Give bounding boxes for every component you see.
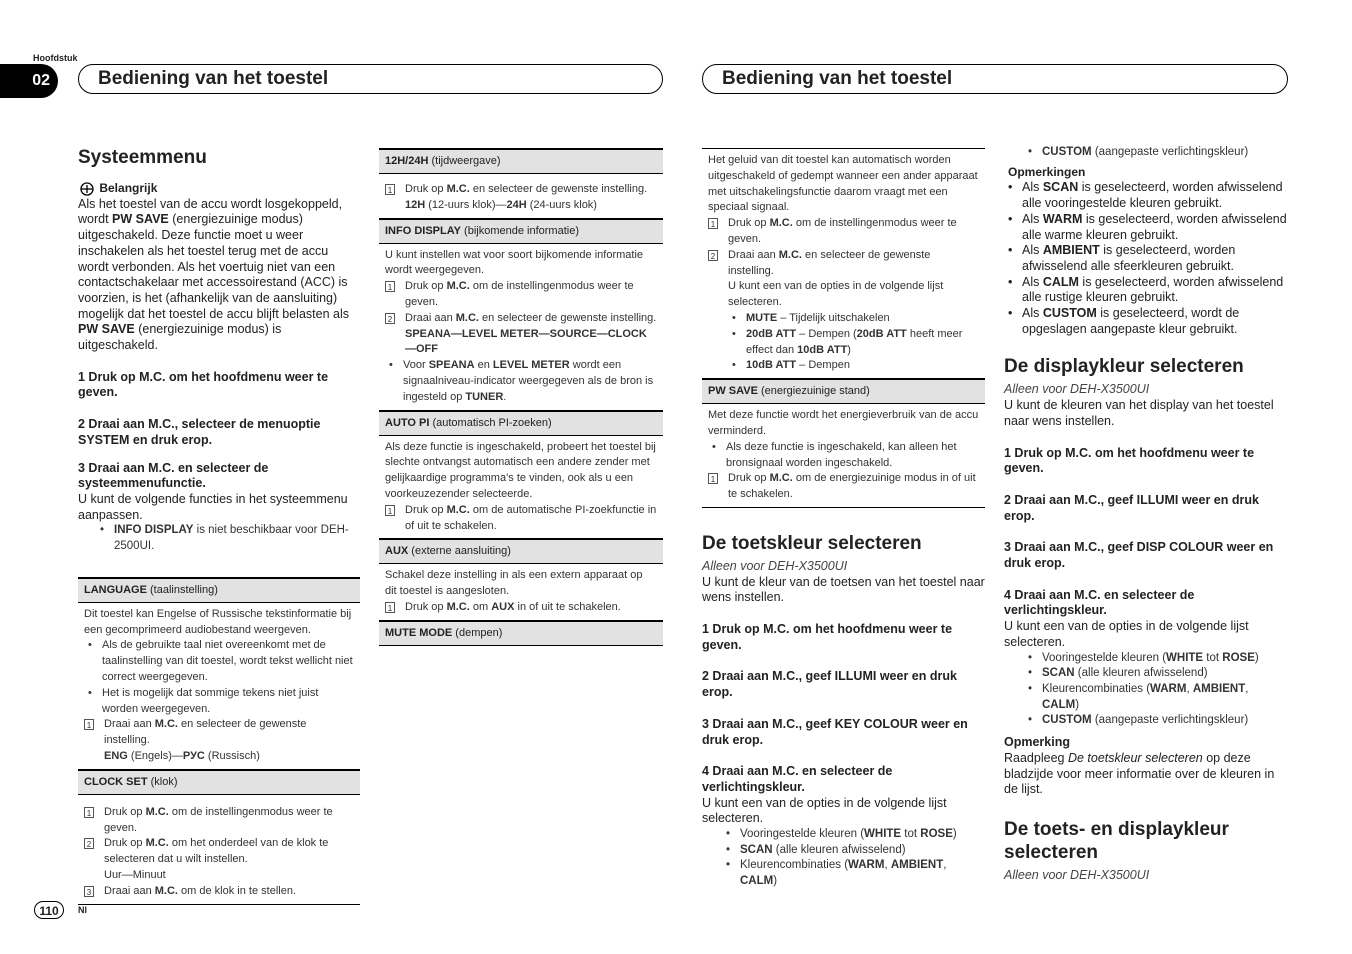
- column-4: [1004, 145, 1288, 884]
- numbered-step: 2 Druk op M.C. om het onderdeel van de klok te selecteren dat u wilt instellen. Uur—Minuut: [84, 836, 354, 883]
- section-heading-displaykleur: De displaykleur selecteren: [1004, 356, 1244, 378]
- step-1: 1 Druk op M.C. om het hoofdmenu weer te geven.: [702, 622, 953, 652]
- list-item: • Als de gebruikte taal niet overeenkomt met de taalinstelling van dit toestel, wordt tekst wellicht niet correct weergegeven.: [84, 638, 354, 685]
- section-heading-toets-en-displaykleur: De toets- en displaykleur selecteren: [1004, 818, 1229, 863]
- step-3-text: U kunt de volgende functies in het systeemmenu aanpassen.: [78, 491, 348, 522]
- step-1: 1 Druk op M.C. om het hoofdmenu weer te geven.: [78, 369, 329, 400]
- section-header-aux: AUX (externe aansluiting): [379, 538, 663, 564]
- column-2: [379, 148, 663, 646]
- list-item: • Als CUSTOM is geselecteerd, wordt de opgeslagen aangepaste kleur gebruikt.: [1004, 306, 1288, 337]
- page-title-left: Bediening van het toestel: [78, 64, 663, 94]
- important-label: Belangrijk: [99, 181, 158, 195]
- page-number: 110: [34, 901, 64, 919]
- section-heading-toetskleur: De toetskleur selecteren: [702, 532, 922, 554]
- model-note: Alleen voor DEH-X3500UI: [702, 558, 848, 573]
- intro-text: U kunt de kleuren van het display van het toestel naar wens instellen.: [1004, 398, 1274, 428]
- step-1: 1 Druk op M.C. om het hoofdmenu weer te geven.: [1004, 445, 1255, 476]
- numbered-step: 1 Druk op M.C. om de instellingenmodus weer te geven.: [708, 216, 979, 248]
- step-2: 2 Draai aan M.C., geef ILLUMI weer en druk erop.: [702, 669, 957, 700]
- numbered-step: 2 Draai aan M.C. en selecteer de gewenste instelling. SPEANA—LEVEL METER—SOURCE—CLOCK—OFF: [385, 311, 657, 358]
- list-item: • INFO DISPLAY is niet beschikbaar voor DEH-2500UI.: [96, 523, 360, 554]
- numbered-step: 1 Druk op M.C. om de instellingenmodus weer te geven.: [385, 279, 657, 311]
- section-header-mute-mode: MUTE MODE (dempen): [379, 620, 663, 646]
- step-2: 2 Draai aan M.C., selecteer de menuoptie SYSTEM en druk erop.: [78, 417, 321, 447]
- list-item: • Als WARM is geselecteerd, worden afwisselend alle warme kleuren gebruikt.: [1004, 212, 1288, 243]
- list-item: • Als AMBIENT is geselecteerd, worden afwisselend alle sfeerkleuren gebruikt.: [1004, 243, 1288, 274]
- step-2: 2 Draai aan M.C., geef ILLUMI weer en druk erop.: [1004, 492, 1259, 523]
- step-4: 4 Draai aan M.C. en selecteer de verlichtingskleur.: [702, 764, 893, 794]
- language-code: Nl: [78, 905, 87, 915]
- step-3: 3 Draai aan M.C. en selecteer de systeemmenufunctie.: [78, 460, 269, 491]
- step-4-text: U kunt een van de opties in de volgende lijst selecteren.: [1004, 619, 1249, 649]
- numbered-step: 1 Druk op M.C. en selecteer de gewenste instelling. 12H (12-uurs klok)—24H (24-uurs klok): [385, 182, 657, 214]
- list-item: • SCAN (alle kleuren afwisselend): [722, 843, 985, 859]
- numbered-step: 1 Druk op M.C. om de energiezuinige modus in of uit te schakelen.: [708, 471, 979, 503]
- section-heading-systeemmenu: Systeemmenu: [78, 147, 207, 168]
- chapter-number-badge: 02: [0, 64, 58, 98]
- list-item: • Als SCAN is geselecteerd, worden afwisselend alle vooringestelde kleuren gebruikt.: [1004, 180, 1288, 211]
- section-header-language: LANGUAGE (taalinstelling): [78, 577, 360, 603]
- section-header-12h24h: 12H/24H (tijdweergave): [379, 148, 663, 174]
- section-body-clock: [78, 795, 360, 905]
- step-4: 4 Draai aan M.C. en selecteer de verlichtingskleur.: [1004, 587, 1195, 618]
- column-3: [702, 148, 985, 890]
- section-header-info-display: INFO DISPLAY (bijkomende informatie): [379, 218, 663, 244]
- list-item: • CUSTOM (aangepaste verlichtingskleur): [1024, 713, 1288, 729]
- section-header-auto-pi: AUTO PI (automatisch PI-zoeken): [379, 410, 663, 436]
- remark-label: Opmerking: [1004, 735, 1070, 750]
- list-item: • Als CALM is geselecteerd, worden afwisselend alle rustige kleuren gebruikt.: [1004, 275, 1288, 306]
- column-1: [78, 140, 360, 905]
- remarks-label: Opmerkingen: [1008, 164, 1086, 179]
- step-4-text: U kunt een van de opties in de volgende lijst selecteren.: [702, 795, 947, 826]
- section-body-mute-mode: Het geluid van dit toestel kan automatisch worden uitgeschakeld of gedempt wanneer een ander apparaat met uitschakelingsfunctie daarom vraagt met een speciaal signaal. 1 Druk op M.C. om de instellingenmodus weer te geven. 2 Draai aan M.C. en selecteer de gewenste instelling. U kunt een van de opties in de volgende lijst selecteren. • MUTE – Tijdelijk uitschakelen • 20dB ATT – Dempen (20dB ATT heeft meer effect dan 10dB ATT) • 10dB ATT – Dempen: [702, 149, 985, 378]
- intro-text: U kunt de kleur van de toetsen van het toestel naar wens instellen.: [702, 574, 985, 605]
- list-item: • Kleurencombinaties (WARM, AMBIENT, CALM): [1024, 682, 1288, 713]
- model-note: Alleen voor DEH-X3500UI: [1004, 382, 1150, 397]
- list-item: • MUTE – Tijdelijk uitschakelen: [728, 311, 979, 327]
- list-item: • Het is mogelijk dat sommige tekens niet juist worden weergegeven.: [84, 686, 354, 718]
- numbered-step: 1 Druk op M.C. om de instellingenmodus weer te geven.: [84, 805, 354, 837]
- step-3: 3 Draai aan M.C., geef KEY COLOUR weer en druk erop.: [702, 716, 968, 747]
- numbered-step: 1 Draai aan M.C. en selecteer de gewenste instelling. ENG (Engels)—РУС (Russisch): [84, 717, 354, 764]
- section-body-aux: Schakel deze instelling in als een extern apparaat op dit toestel is aangesloten. 1 Druk op M.C. om AUX in of uit te schakelen.: [379, 564, 663, 619]
- list-item: • Vooringestelde kleuren (WHITE tot ROSE): [1024, 651, 1288, 667]
- list-item: • 10dB ATT – Dempen: [728, 358, 979, 374]
- important-text: Als het toestel van de accu wordt losgekoppeld, wordt PW SAVE (energiezuinige modus) uitgeschakeld. Deze functie moet u weer inschakelen als het toestel terug met de accu wordt verbonden. Als het voertuig niet van een contactschakelaar met accessoirestand (ACC) is voorzien, is het (afhankelijk van de aansluiting) mogelijk dat het toestel de accu blijft belasten als PW SAVE (energiezuinige modus) is uitgeschakeld.: [78, 196, 349, 353]
- section-body-12h24h: [379, 174, 663, 218]
- page-title-right: Bediening van het toestel: [702, 64, 1288, 94]
- step-3: 3 Draai aan M.C., geef DISP COLOUR weer en druk erop.: [1004, 540, 1274, 571]
- section-body-pw-save: Met deze functie wordt het energieverbruik van de accu verminderd. • Als deze functie is ingeschakeld, kan alleen het bronsignaal worden ingeschakeld. 1 Druk op M.C. om de energiezuinige modus in of uit te schakelen.: [702, 404, 985, 508]
- important-block: [78, 181, 360, 197]
- chapter-label: Hoofdstuk: [33, 53, 78, 63]
- section-header-clock: CLOCK SET (klok): [78, 769, 360, 795]
- list-item: • Voor SPEANA en LEVEL METER wordt een signaalniveau-indicator weergegeven als de bron is ingesteld op TUNER.: [385, 358, 657, 405]
- section-body-auto-pi: Als deze functie is ingeschakeld, probeert het toestel bij slechte ontvangst automatisch een andere zender met gelijkaardige programma’s te vinden, ook als u een voorkeuzezender selecteerde. 1 Druk op M.C. om de automatische PI-zoekfunctie in of uit te schakelen.: [379, 436, 663, 539]
- numbered-step: 2 Draai aan M.C. en selecteer de gewenste instelling. U kunt een van de opties in de volgende lijst selecteren.: [708, 248, 979, 311]
- list-item: • Als deze functie is ingeschakeld, kan alleen het bronsignaal worden ingeschakeld.: [708, 440, 979, 472]
- numbered-step: 3 Draai aan M.C. om de klok in te stellen.: [84, 884, 354, 900]
- model-note: Alleen voor DEH-X3500UI: [1004, 867, 1150, 882]
- numbered-step: 1 Druk op M.C. om de automatische PI-zoekfunctie in of uit te schakelen.: [385, 503, 657, 535]
- list-item: • CUSTOM (aangepaste verlichtingskleur): [1024, 145, 1288, 161]
- list-item: • SCAN (alle kleuren afwisselend): [1024, 666, 1288, 682]
- section-body-info-display: U kunt instellen wat voor soort bijkomende informatie wordt weergegeven. 1 Druk op M.C. om de instellingenmodus weer te geven. 2 Draai aan M.C. en selecteer de gewenste instelling. SPEANA—LEVEL METER—SOURCE—CLOCK—OFF • Voor SPEANA en LEVEL METER wordt een signaalniveau-indicator weergegeven als de bron is ingesteld op TUNER.: [379, 244, 663, 410]
- section-body-language: Dit toestel kan Engelse of Russische tekstinformatie bij een gecomprimeerd audiobestand weergeven. • Als de gebruikte taal niet overeenkomt met de taalinstelling van dit toestel, wordt tekst wellicht niet correct weergegeven. • Het is mogelijk dat sommige tekens niet juist worden weergegeven. 1 Draai aan M.C. en selecteer de gewenste instelling. ENG (Engels)—РУС (Russisch): [78, 603, 360, 769]
- list-item: • Vooringestelde kleuren (WHITE tot ROSE): [722, 827, 985, 843]
- list-item: • 20dB ATT – Dempen (20dB ATT heeft meer effect dan 10dB ATT): [728, 327, 979, 359]
- remark-text: Raadpleeg De toetskleur selecteren op deze bladzijde voor meer informatie over de kleuren in de lijst.: [1004, 750, 1275, 797]
- important-warning-icon: [78, 182, 96, 196]
- section-header-pw-save: PW SAVE (energiezuinige stand): [702, 378, 985, 404]
- numbered-step: 1 Druk op M.C. om AUX in of uit te schakelen.: [385, 600, 657, 616]
- list-item: • Kleurencombinaties (WARM, AMBIENT, CALM): [722, 858, 985, 889]
